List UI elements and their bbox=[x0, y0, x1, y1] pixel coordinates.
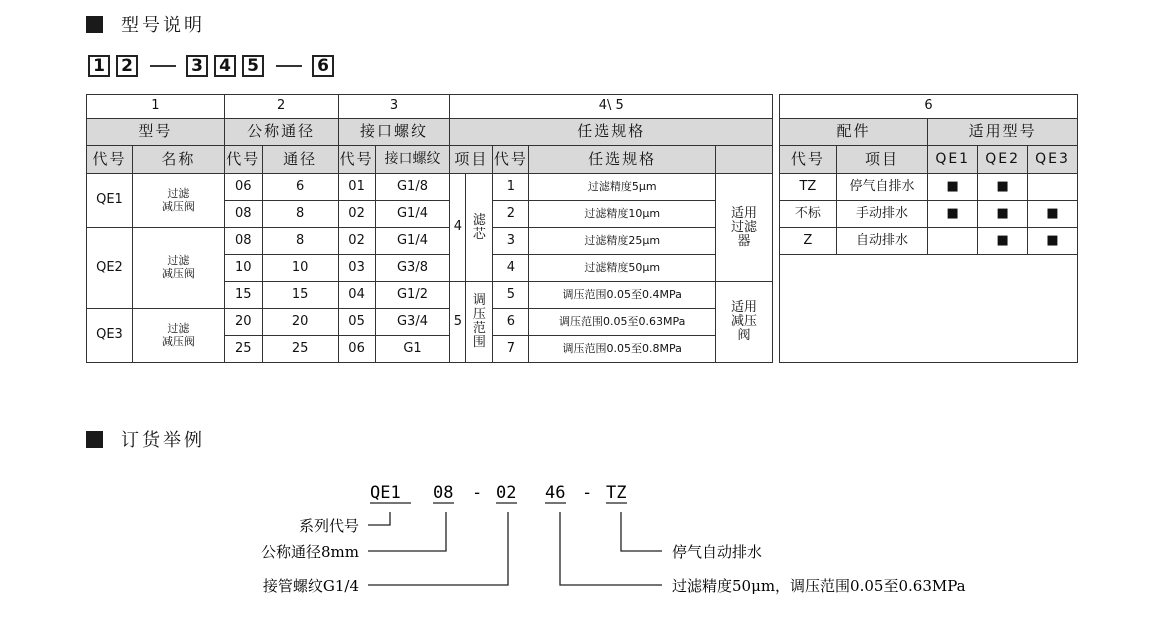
item-char: 围 bbox=[472, 335, 486, 350]
applies-line: 适用 bbox=[731, 205, 758, 221]
subheader-spec: 任选规格 bbox=[529, 146, 716, 174]
subheader-code: 代号 bbox=[87, 146, 133, 174]
bore-code: 20 bbox=[224, 309, 262, 336]
header-bore: 公称通径 bbox=[224, 119, 338, 146]
accessory-item: 自动排水 bbox=[836, 228, 928, 255]
option-code: 4 bbox=[493, 255, 529, 282]
thread-code: 06 bbox=[338, 336, 375, 363]
section-title: 订货举例 bbox=[121, 430, 205, 451]
bore-size: 6 bbox=[262, 174, 338, 201]
accessory-code: TZ bbox=[780, 174, 837, 201]
accessory-item: 停气自排水 bbox=[836, 174, 928, 201]
applies-line: 器 bbox=[737, 233, 751, 249]
code-box-5: 5 bbox=[242, 55, 264, 77]
thread-size: G1/8 bbox=[375, 174, 450, 201]
group-number-6: 6 bbox=[780, 95, 1078, 119]
item-char: 滤 bbox=[472, 212, 486, 228]
thread-code: 04 bbox=[338, 282, 375, 309]
leader-bore bbox=[368, 512, 446, 551]
option-code: 7 bbox=[493, 336, 529, 363]
qe2-mark: ■ bbox=[978, 228, 1028, 255]
leader-options bbox=[560, 512, 662, 585]
leader-lines bbox=[368, 512, 662, 585]
qe3-mark: ■ bbox=[1028, 228, 1078, 255]
subheader-code: 代号 bbox=[224, 146, 262, 174]
subheader-qe2: QE2 bbox=[978, 146, 1028, 174]
thread-size: G3/4 bbox=[375, 309, 450, 336]
order-part-bore: 08 bbox=[433, 483, 454, 503]
applies-line: 适用 bbox=[731, 300, 758, 315]
option-spec: 调压范围0.05至0.4MPa bbox=[529, 282, 716, 309]
subheader-qe1: QE1 bbox=[928, 146, 978, 174]
thread-code: 02 bbox=[338, 201, 375, 228]
subheader-qe3: QE3 bbox=[1028, 146, 1078, 174]
option-code: 3 bbox=[493, 228, 529, 255]
model-name-line2: 减压阀 bbox=[161, 267, 195, 280]
thread-size: G3/8 bbox=[375, 255, 450, 282]
leader-thread bbox=[368, 512, 508, 585]
section-title: 型号说明 bbox=[121, 15, 205, 36]
header-applicable: 适用型号 bbox=[928, 119, 1078, 146]
subheader-item: 项目 bbox=[450, 146, 493, 174]
label-series: 系列代号 bbox=[298, 517, 359, 535]
order-part-options: 46 bbox=[545, 483, 566, 503]
qe2-mark: ■ bbox=[978, 174, 1028, 201]
option-code: 2 bbox=[493, 201, 529, 228]
code-box-3: 3 bbox=[186, 55, 208, 77]
group-number-1: 1 bbox=[87, 95, 225, 119]
model-code: QE1 bbox=[87, 174, 133, 228]
thread-code: 05 bbox=[338, 309, 375, 336]
group-number-2: 2 bbox=[224, 95, 338, 119]
thread-code: 01 bbox=[338, 174, 375, 201]
leader-accessory bbox=[621, 512, 662, 551]
model-code: QE3 bbox=[87, 309, 133, 363]
model-name-line1: 过滤 bbox=[167, 186, 190, 200]
thread-size: G1 bbox=[375, 336, 450, 363]
order-part-thread: 02 bbox=[496, 483, 517, 503]
model-name-line2: 减压阀 bbox=[161, 199, 195, 213]
thread-size: G1/4 bbox=[375, 228, 450, 255]
qe1-mark: ■ bbox=[928, 201, 978, 228]
subheader-code: 代号 bbox=[780, 146, 837, 174]
item-char: 调 bbox=[472, 293, 486, 308]
option-spec: 过滤精度25μm bbox=[529, 228, 716, 255]
code-box-1: 1 bbox=[88, 55, 110, 77]
subheader-bore: 通径 bbox=[262, 146, 338, 174]
thread-code: 03 bbox=[338, 255, 375, 282]
bore-size: 20 bbox=[262, 309, 338, 336]
subheader-code: 代号 bbox=[493, 146, 529, 174]
subheader-item: 项目 bbox=[836, 146, 928, 174]
applies-line: 过滤 bbox=[731, 219, 758, 235]
order-part-series: QE1 bbox=[370, 483, 401, 503]
option-spec: 过滤精度50μm bbox=[529, 255, 716, 282]
group-number-45: 4\ 5 bbox=[450, 95, 773, 119]
accessory-item: 手动排水 bbox=[836, 201, 928, 228]
bore-code: 25 bbox=[224, 336, 262, 363]
header-accessory: 配件 bbox=[780, 119, 928, 146]
bore-code: 06 bbox=[224, 174, 262, 201]
qe3-mark: ■ bbox=[1028, 201, 1078, 228]
bore-size: 8 bbox=[262, 201, 338, 228]
option-group-number: 4 bbox=[450, 174, 466, 282]
bore-code: 10 bbox=[224, 255, 262, 282]
header-model: 型号 bbox=[87, 119, 225, 146]
option-group-number: 5 bbox=[450, 282, 466, 363]
item-char: 芯 bbox=[472, 226, 486, 242]
bore-size: 15 bbox=[262, 282, 338, 309]
label-options: 过滤精度50μm，调压范围0.05至0.63MPa bbox=[672, 577, 966, 595]
code-box-2: 2 bbox=[116, 55, 138, 77]
bore-code: 08 bbox=[224, 228, 262, 255]
thread-code: 02 bbox=[338, 228, 375, 255]
bore-size: 10 bbox=[262, 255, 338, 282]
option-code: 6 bbox=[493, 309, 529, 336]
bore-size: 8 bbox=[262, 228, 338, 255]
header-thread: 接口螺纹 bbox=[338, 119, 450, 146]
code-box-6: 6 bbox=[312, 55, 334, 77]
thread-size: G1/2 bbox=[375, 282, 450, 309]
order-part-dash: - bbox=[472, 483, 483, 503]
option-spec: 过滤精度5μm bbox=[529, 174, 716, 201]
order-part-accessory: TZ bbox=[606, 483, 627, 503]
option-spec: 调压范围0.05至0.8MPa bbox=[529, 336, 716, 363]
subheader-code: 代号 bbox=[338, 146, 375, 174]
qe1-mark: ■ bbox=[928, 174, 978, 201]
bore-code: 15 bbox=[224, 282, 262, 309]
model-name-line1: 过滤 bbox=[167, 321, 190, 335]
model-code: QE2 bbox=[87, 228, 133, 309]
accessory-code: 不标 bbox=[780, 201, 837, 228]
option-code: 1 bbox=[493, 174, 529, 201]
option-spec: 调压范围0.05至0.63MPa bbox=[529, 309, 716, 336]
subheader-name: 名称 bbox=[132, 146, 224, 174]
bore-code: 08 bbox=[224, 201, 262, 228]
option-spec: 过滤精度10μm bbox=[529, 201, 716, 228]
order-part-dash: - bbox=[582, 483, 593, 503]
label-bore: 公称通径8mm bbox=[261, 543, 359, 561]
label-drain: 停气自动排水 bbox=[672, 543, 763, 561]
model-name-line2: 减压阀 bbox=[161, 334, 195, 348]
group-number-3: 3 bbox=[338, 95, 450, 119]
option-code: 5 bbox=[493, 282, 529, 309]
accessory-code: Z bbox=[780, 228, 837, 255]
qe2-mark: ■ bbox=[978, 201, 1028, 228]
subheader-thread: 接口螺纹 bbox=[375, 146, 450, 174]
header-options: 任选规格 bbox=[450, 119, 773, 146]
item-char: 范 bbox=[472, 321, 486, 336]
leader-series bbox=[368, 512, 390, 525]
label-thread: 接管螺纹G1/4 bbox=[262, 577, 359, 595]
applies-line: 减压 bbox=[731, 314, 758, 329]
bore-size: 25 bbox=[262, 336, 338, 363]
item-char: 压 bbox=[472, 307, 486, 322]
code-box-4: 4 bbox=[214, 55, 236, 77]
model-name-line1: 过滤 bbox=[167, 254, 190, 268]
applies-line: 阀 bbox=[737, 328, 751, 343]
thread-size: G1/4 bbox=[375, 201, 450, 228]
